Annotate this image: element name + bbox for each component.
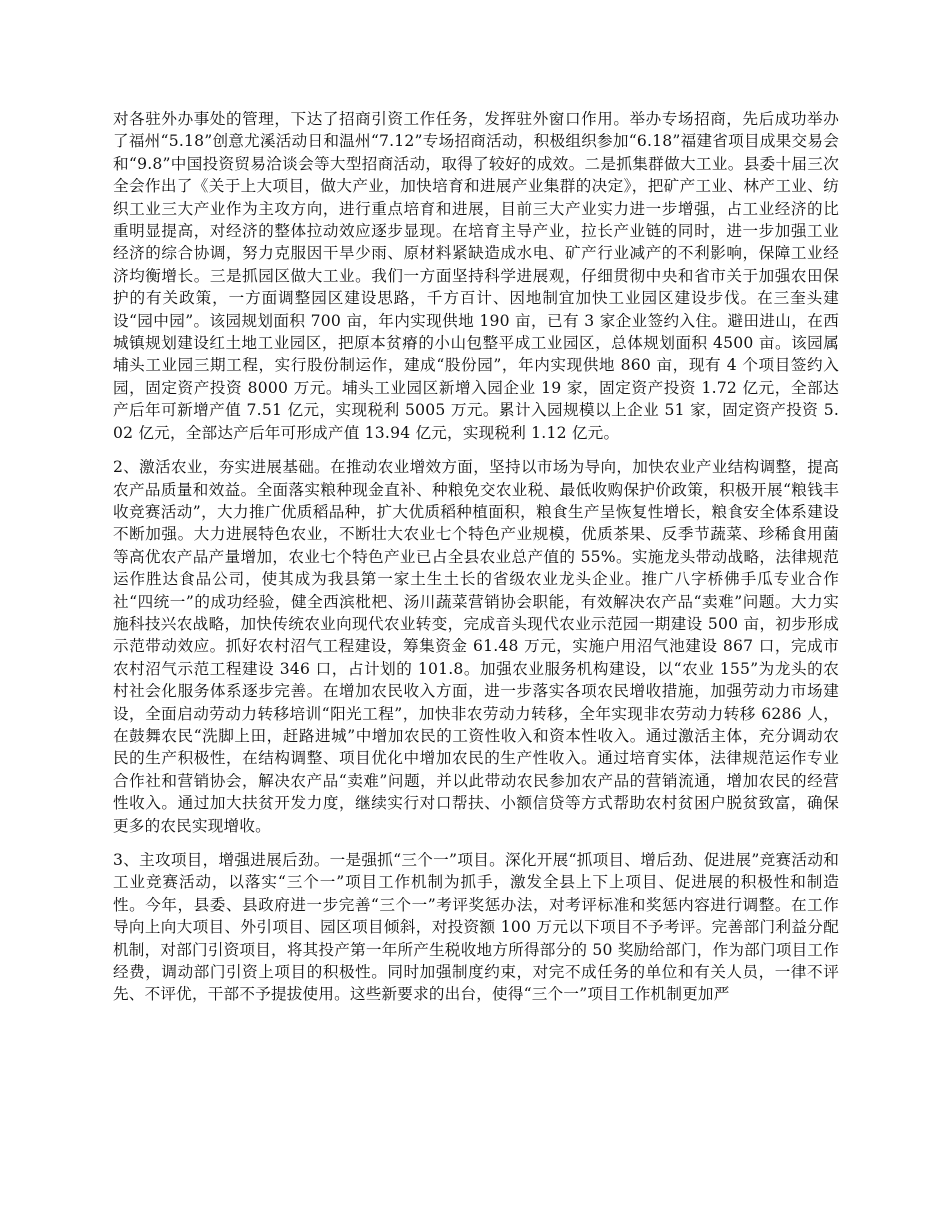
paragraph-agriculture: 2、激活农业，夯实进展基础。在推动农业增效方面，坚持以市场为导向，加快农业产业结构调整，提高农产品质量和效益。全面落实粮种现金直补、种粮免交农业税、最低收购保护价政策，积极开展“粮钱丰收竞赛活动”，大力推广优质稻品种，扩大优质稻种植面积，粮食生产呈恢复性增长，粮食安全体系建设不断加强。大力进展特色农业，不断壮大农业七个特色产业规模，优质茶果、反季节蔬菜、珍稀食用菌等高优农产品产量增加，农业七个特色产业已占全县农业总产值的 55%。实施龙头带动战略，法律规范运作胜达食品公司，使其成为我县第一家土生土长的省级农业龙头企业。推广八字桥佛手瓜专业合作社“四统一”的成功经验，健全西滨枇杷、汤川蔬菜营销协会职能，有效解决农产品“卖难”问题。大力实施科技兴农战略，加快传统农业向现代农业转变，完成音头现代农业示范园一期建设 500 亩，初步形成示范带动效应。抓好农村沼气工程建设，筹集资金 61.48 万元，实施户用沼气池建设 867 口，完成市农村沼气示范工程建设 346 口，占计划的 101.8。加强农业服务机构建设，以“农业 155”为龙头的农村社会化服务体系逐步完善。在增加农民收入方面，进一步落实各项农民增收措施，加强劳动力市场建设，全面启动劳动力转移培训“阳光工程”，加快非农劳动力转移，全年实现非农劳动力转移 6286 人，在鼓舞农民“洗脚上田，赶路进城”中增加农民的工资性收入和资本性收入。通过激活主体，充分调动农民的生产积极性，在结构调整、项目优化中增加农民的生产性收入。通过培育实体，法律规范运作专业合作社和营销协会，解决农产品“卖难”问题，并以此带动农民参加农产品的营销流通，增加农民的经营性收入。通过加大扶贫开发力度，继续实行对口帮扶、小额信贷等方式帮助农村贫困户脱贫致富，确保更多的农民实现增收。 <box>113 458 839 835</box>
paragraph-industry-parks: 对各驻外办事处的管理，下达了招商引资工作任务，发挥驻外窗口作用。举办专场招商，先后成功举办了福州“5.18”创意尤溪活动日和温州“7.12”专场招商活动，积极组织参加“6.18”福建省项目成果交易会和“9.8”中国投资贸易洽谈会等大型招商活动，取得了较好的成效。二是抓集群做大工业。县委十届三次全会作出了《关于上大项目，做大产业，加快培育和进展产业集群的决定》，把矿产工业、林产工业、纺织工业三大产业作为主攻方向，进行重点培育和进展，目前三大产业实力进一步增强，占工业经济的比重明显提高，对经济的整体拉动效应逐步显现。在培育主导产业，拉长产业链的同时，进一步加强工业经济的综合协调，努力克服因干旱少雨、原材料紧缺造成水电、矿产行业减产的不利影响，保障工业经济均衡增长。三是抓园区做大工业。我们一方面坚持科学进展观，仔细贯彻中央和省市关于加强农田保护的有关政策，一方面调整园区建设思路，千方百计、因地制宜加快工业园区建设步伐。在三奎头建设“园中园”。该园规划面积 700 亩，年内实现供地 190 亩，已有 3 家企业签约入住。避田进山，在西城镇规划建设红土地工业园区，把原本贫瘠的小山包整平成工业园区，总体规划面积 4500 亩。该园属埔头工业园三期工程，实行股份制运作，建成“股份园”，年内实现供地 860 亩，现有 4 个项目签约入园，固定资产投资 8000 万元。埔头工业园区新增入园企业 19 家，固定资产投资 1.72 亿元，全部达产后年可新增产值 7.51 亿元，实现税利 5005 万元。累计入园规模以上企业 51 家，固定资产投资 5.02 亿元，全部达产后年可形成产值 13.94 亿元，实现税利 1.12 亿元。 <box>113 110 839 442</box>
document-page <box>113 108 839 1018</box>
paragraph-projects: 3、主攻项目，增强进展后劲。一是强抓“三个一”项目。深化开展“抓项目、增后劲、促进展”竞赛活动和工业竞赛活动，以落实“三个一”项目工作机制为抓手，激发全县上下上项目、促进展的积极性和制造性。今年，县委、县政府进一步完善“三个一”考评奖惩办法，对考评标准和奖惩内容进行调整。在工作导向上向大项目、外引项目、园区项目倾斜，对投资额 100 万元以下项目不予考评。完善部门利益分配机制，对部门引资项目，将其投产第一年所产生税收地方所得部分的 50 奖励给部门，作为部门项目工作经费，调动部门引资上项目的积极性。同时加强制度约束，对完不成任务的单位和有关人员，一律不评先、不评优，干部不予提拔使用。这些新要求的出台，使得“三个一”项目工作机制更加严 <box>113 851 839 1004</box>
